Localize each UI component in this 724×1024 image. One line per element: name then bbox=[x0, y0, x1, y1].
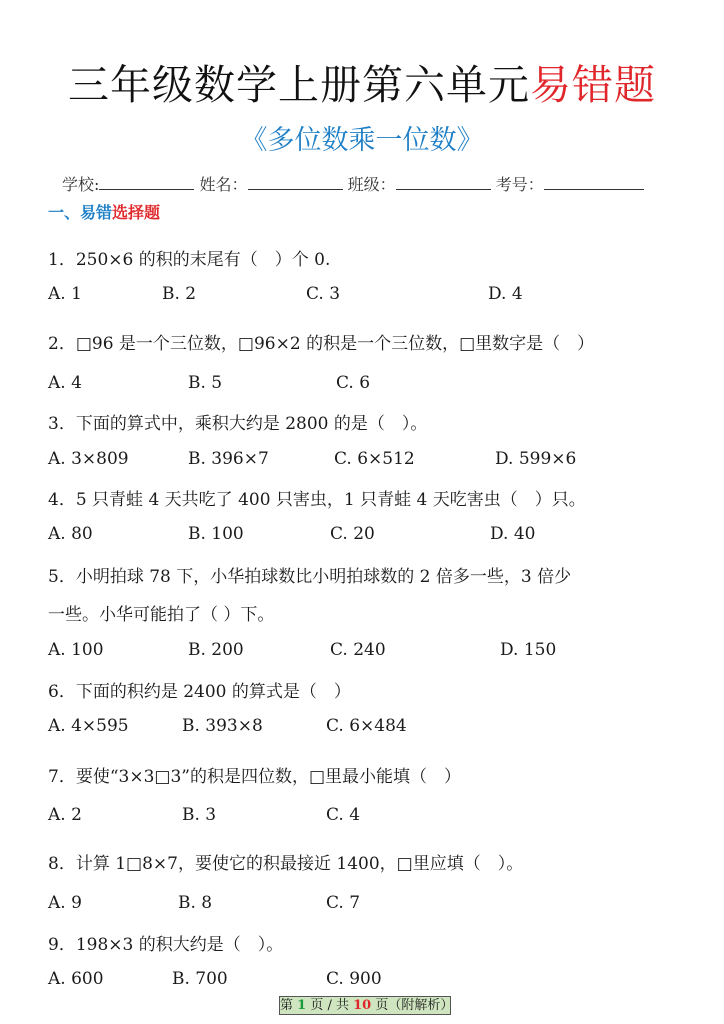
question-9: 9．198×3 的积大约是（ ）。 bbox=[48, 935, 284, 955]
option-7a[interactable]: A. 2 bbox=[48, 805, 82, 825]
subtitle: 《多位数乘一位数》 bbox=[240, 125, 484, 156]
section-prefix: 一、易错 bbox=[48, 203, 113, 222]
question-5: 5．小明拍球 78 下，小华拍球数比小明拍球数的 2 倍多一些，3 倍少 bbox=[48, 567, 572, 587]
class-label: 班级： bbox=[347, 175, 396, 194]
option-6b[interactable]: B. 393×8 bbox=[182, 716, 263, 736]
page-title bbox=[0, 52, 724, 111]
title-highlight: 易错题 bbox=[530, 61, 656, 109]
student-info-line bbox=[62, 172, 644, 195]
option-1d[interactable]: D. 4 bbox=[488, 284, 523, 304]
exam-no-field[interactable] bbox=[544, 175, 644, 190]
question-4: 4．5 只青蛙 4 天共吃了 400 只害虫，1 只青蛙 4 天吃害虫（ ）只。 bbox=[48, 490, 586, 510]
question-5-cont: 一些。小华可能拍了（ ）下。 bbox=[48, 605, 275, 625]
option-7b[interactable]: B. 3 bbox=[182, 805, 217, 825]
question-8: 8．计算 1□8×7，要使它的积最接近 1400，□里应填（ ）。 bbox=[48, 854, 524, 874]
footer-mid: 页 / 共 bbox=[306, 998, 354, 1013]
question-3: 3．下面的算式中，乘积大约是 2800 的是（ ）。 bbox=[48, 414, 428, 434]
option-6c[interactable]: C. 6×484 bbox=[326, 716, 407, 736]
page-indicator bbox=[279, 996, 454, 1015]
question-2: 2．□96 是一个三位数，□96×2 的积是一个三位数，□里数字是（ ） bbox=[48, 334, 595, 354]
option-3c[interactable]: C. 6×512 bbox=[334, 449, 415, 469]
option-2a[interactable]: A. 4 bbox=[48, 373, 82, 393]
option-1b[interactable]: B. 2 bbox=[162, 284, 197, 304]
footer-post: 页（附解析） bbox=[371, 998, 454, 1013]
name-label: 姓名： bbox=[199, 175, 248, 194]
question-1: 1．250×6 的积的末尾有（ ）个 0. bbox=[48, 250, 331, 270]
name-field[interactable] bbox=[248, 175, 343, 190]
section-suffix: 选择题 bbox=[112, 203, 161, 222]
total-pages: 10 bbox=[353, 998, 372, 1013]
option-4a[interactable]: A. 80 bbox=[48, 524, 93, 544]
option-4b[interactable]: B. 100 bbox=[188, 524, 244, 544]
option-8c[interactable]: C. 7 bbox=[326, 893, 361, 913]
option-2c[interactable]: C. 6 bbox=[336, 373, 371, 393]
class-field[interactable] bbox=[396, 175, 491, 190]
option-5a[interactable]: A. 100 bbox=[48, 640, 104, 660]
footer-pre: 第 bbox=[280, 998, 298, 1013]
option-3d[interactable]: D. 599×6 bbox=[495, 449, 577, 469]
exam-no-label: 考号： bbox=[495, 175, 544, 194]
option-2b[interactable]: B. 5 bbox=[188, 373, 223, 393]
option-1a[interactable]: A. 1 bbox=[48, 284, 82, 304]
option-8b[interactable]: B. 8 bbox=[178, 893, 213, 913]
option-4c[interactable]: C. 20 bbox=[330, 524, 375, 544]
option-5c[interactable]: C. 240 bbox=[330, 640, 386, 660]
option-1c[interactable]: C. 3 bbox=[306, 284, 341, 304]
option-6a[interactable]: A. 4×595 bbox=[48, 716, 129, 736]
option-8a[interactable]: A. 9 bbox=[48, 893, 82, 913]
question-7: 7．要使“3×3□3”的积是四位数，□里最小能填（ ） bbox=[48, 767, 462, 787]
option-5d[interactable]: D. 150 bbox=[500, 640, 557, 660]
school-field[interactable] bbox=[99, 175, 194, 190]
option-4d[interactable]: D. 40 bbox=[490, 524, 536, 544]
question-6: 6．下面的积约是 2400 的算式是（ ） bbox=[48, 682, 351, 702]
option-3b[interactable]: B. 396×7 bbox=[188, 449, 269, 469]
option-5b[interactable]: B. 200 bbox=[188, 640, 244, 660]
option-9c[interactable]: C. 900 bbox=[326, 969, 382, 989]
option-3a[interactable]: A. 3×809 bbox=[48, 449, 129, 469]
current-page: 1 bbox=[297, 998, 307, 1013]
option-9a[interactable]: A. 600 bbox=[48, 969, 104, 989]
school-label: 学校: bbox=[62, 175, 100, 194]
section-heading bbox=[48, 200, 160, 223]
option-9b[interactable]: B. 700 bbox=[172, 969, 228, 989]
title-main: 三年级数学上册第六单元 bbox=[68, 61, 530, 109]
option-7c[interactable]: C. 4 bbox=[326, 805, 361, 825]
